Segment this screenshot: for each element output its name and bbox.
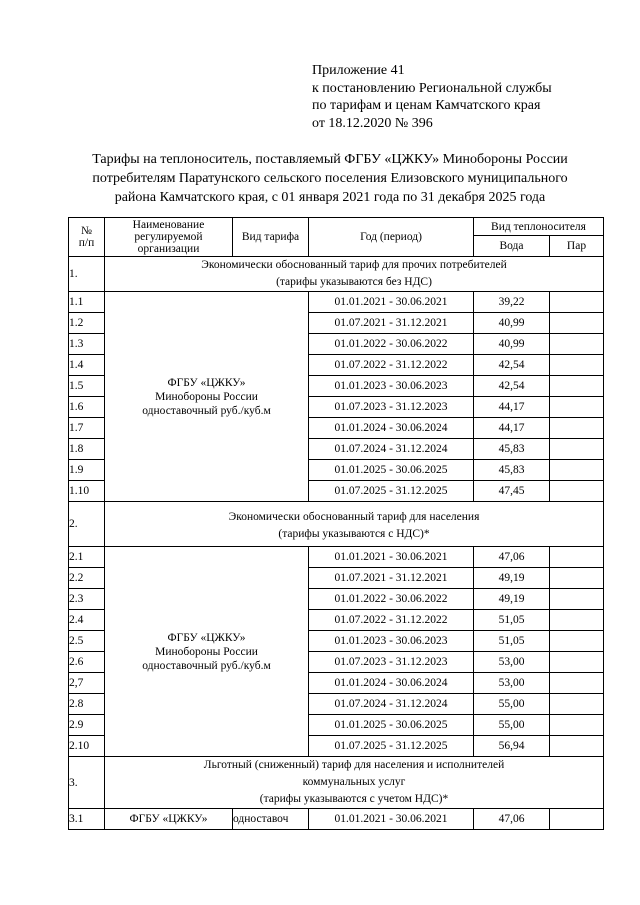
org-line: Минобороны России [155,390,258,403]
period-cell: 01.01.2024 - 30.06.2024 [309,673,474,694]
section-title [105,502,604,547]
row-num: 1.6 [69,397,105,418]
header-org [105,218,233,257]
header-num [69,218,105,257]
row-num: 2.8 [69,694,105,715]
row-num: 1.1 [69,292,105,313]
org-line: одноставочный руб./куб.м [142,659,271,672]
steam-value [550,809,604,830]
section-title-line: коммунальных услуг [302,776,406,788]
header-steam: Пар [550,236,604,257]
steam-value [550,673,604,694]
header-num-line: № [81,225,92,237]
org-line: ФГБУ «ЦЖКУ» [167,631,246,644]
section-title-line: Экономически обоснованный тариф для населения [228,511,480,523]
period-cell: 01.07.2021 - 31.12.2021 [309,568,474,589]
table-row [69,292,604,313]
period-cell: 01.01.2021 - 30.06.2021 [309,292,474,313]
steam-value [550,439,604,460]
water-value: 51,05 [474,610,550,631]
period-cell: 01.07.2025 - 31.12.2025 [309,481,474,502]
row-num: 1.8 [69,439,105,460]
water-value: 47,06 [474,809,550,830]
tariff-table [68,217,604,830]
period-cell: 01.01.2023 - 30.06.2023 [309,631,474,652]
steam-value [550,481,604,502]
header-water: Вода [474,236,550,257]
org-cell [105,547,309,757]
section-title-line: (тарифы указываются с НДС)* [278,528,430,540]
section-title [105,257,604,292]
appendix-line: к постановлению Региональной службы [312,80,552,96]
water-value: 47,06 [474,547,550,568]
table-row [69,809,604,830]
section-num: 2. [69,502,105,547]
water-value: 53,00 [474,673,550,694]
period-cell: 01.01.2025 - 30.06.2025 [309,715,474,736]
appendix-line: от 18.12.2020 № 396 [312,115,433,131]
header-tariff-type: Вид тарифа [233,218,309,257]
steam-value [550,547,604,568]
section-title-line: (тарифы указываются с учетом НДС)* [259,793,449,805]
period-cell: 01.01.2024 - 30.06.2024 [309,418,474,439]
header-org-line: Наименование [132,219,205,231]
water-value: 44,17 [474,418,550,439]
water-value: 49,19 [474,568,550,589]
steam-value [550,397,604,418]
water-value: 47,45 [474,481,550,502]
org-cell [105,292,309,502]
row-num: 2.5 [69,631,105,652]
header-carrier-kind: Вид теплоносителя [474,218,604,236]
period-cell: 01.07.2023 - 31.12.2023 [309,652,474,673]
period-cell: 01.01.2021 - 30.06.2021 [309,809,474,830]
water-value: 51,05 [474,631,550,652]
water-value: 40,99 [474,313,550,334]
section-title [105,757,604,809]
header-row [69,218,604,236]
water-value: 45,83 [474,439,550,460]
water-value: 40,99 [474,334,550,355]
period-cell: 01.07.2024 - 31.12.2024 [309,694,474,715]
section-row [69,257,604,292]
org-cell: ФГБУ «ЦЖКУ» [105,809,233,830]
period-cell: 01.01.2025 - 30.06.2025 [309,460,474,481]
steam-value [550,313,604,334]
steam-value [550,610,604,631]
row-num: 2.1 [69,547,105,568]
row-num: 3.1 [69,809,105,830]
period-cell: 01.01.2022 - 30.06.2022 [309,589,474,610]
row-num: 2.10 [69,736,105,757]
row-num: 2.9 [69,715,105,736]
water-value: 45,83 [474,460,550,481]
appendix-line: Приложение 41 [312,63,405,78]
title-line: Тарифы на теплоноситель, поставляемый ФГБУ «ЦЖКУ» Минобороны России [92,152,568,167]
row-num: 1.9 [69,460,105,481]
period-cell: 01.07.2022 - 31.12.2022 [309,355,474,376]
section-num: 3. [69,757,105,809]
section-title-line: Экономически обоснованный тариф для прочих потребителей [201,259,507,271]
org-line: одноставочный руб./куб.м [142,404,271,417]
water-value: 55,00 [474,694,550,715]
section-row [69,757,604,809]
water-value: 39,22 [474,292,550,313]
row-num: 2.4 [69,610,105,631]
row-num: 1.10 [69,481,105,502]
steam-value [550,418,604,439]
steam-value [550,376,604,397]
section-title-line: Льготный (сниженный) тариф для населения и исполнителей [203,759,505,771]
appendix-block [312,62,612,132]
header-num-line: п/п [78,237,95,249]
water-value: 42,54 [474,355,550,376]
period-cell: 01.07.2025 - 31.12.2025 [309,736,474,757]
water-value: 44,17 [474,397,550,418]
org-line: Минобороны России [155,645,258,658]
water-value: 55,00 [474,715,550,736]
row-num: 1.2 [69,313,105,334]
steam-value [550,736,604,757]
steam-value [550,652,604,673]
row-num: 1.7 [69,418,105,439]
appendix-line: по тарифам и ценам Камчатского края [312,98,541,113]
title-line: района Камчатского края, с 01 января 2021 года по 31 декабря 2025 года [114,190,546,205]
period-cell: 01.01.2021 - 30.06.2021 [309,547,474,568]
title-line: потребителям Паратунского сельского поселения Елизовского муниципального [92,171,568,186]
row-num: 1.5 [69,376,105,397]
water-value: 42,54 [474,376,550,397]
period-cell: 01.07.2021 - 31.12.2021 [309,313,474,334]
steam-value [550,631,604,652]
header-org-line: организации [137,243,200,255]
steam-value [550,715,604,736]
steam-value [550,589,604,610]
org-line: ФГБУ «ЦЖКУ» [167,376,246,389]
row-num: 2.2 [69,568,105,589]
row-num: 2.6 [69,652,105,673]
section-num: 1. [69,257,105,292]
row-num: 1.3 [69,334,105,355]
period-cell: 01.01.2023 - 30.06.2023 [309,376,474,397]
steam-value [550,355,604,376]
section-row [69,502,604,547]
steam-value [550,694,604,715]
steam-value [550,460,604,481]
header-period: Год (период) [309,218,474,257]
document-title [40,150,620,207]
period-cell: 01.07.2024 - 31.12.2024 [309,439,474,460]
row-num: 2,7 [69,673,105,694]
header-org-line: регулируемой [134,231,203,243]
water-value: 49,19 [474,589,550,610]
row-num: 1.4 [69,355,105,376]
table-row [69,547,604,568]
steam-value [550,292,604,313]
steam-value [550,568,604,589]
water-value: 53,00 [474,652,550,673]
row-num: 2.3 [69,589,105,610]
period-cell: 01.07.2023 - 31.12.2023 [309,397,474,418]
period-cell: 01.07.2022 - 31.12.2022 [309,610,474,631]
water-value: 56,94 [474,736,550,757]
steam-value [550,334,604,355]
section-title-line: (тарифы указываются без НДС) [276,276,432,288]
period-cell: 01.01.2022 - 30.06.2022 [309,334,474,355]
tariff-type-cell: одноставоч [233,809,309,830]
